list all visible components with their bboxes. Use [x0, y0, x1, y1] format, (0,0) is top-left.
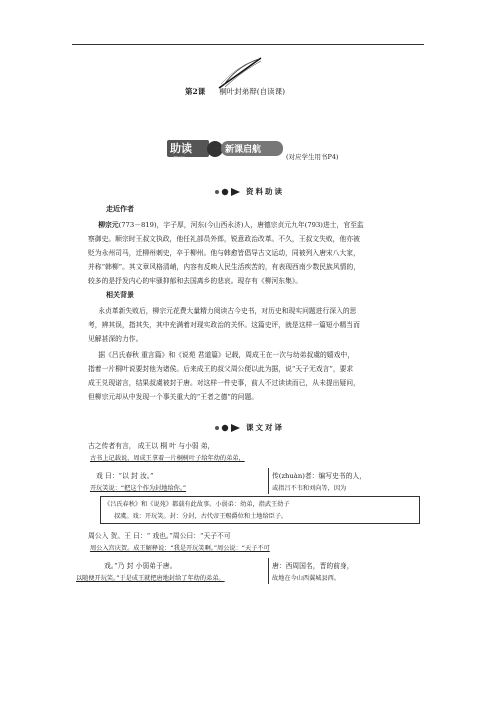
note-tang: 唐：西周国名，晋的前身， — [272, 562, 354, 570]
quill-icon — [215, 56, 265, 90]
author-line: 察御史。顺宗时王叔文执政，他任礼部员外郎，锐意政治改革。不久，王叔文失败，他亦被 — [88, 235, 360, 243]
author-line: 并称“韩柳”。其文章风格清峭，内容有反映人民生活疾苦的，有表现西南少数民族风情的， — [88, 263, 361, 271]
lesson-number: 第2课 — [185, 87, 206, 96]
annotation-line-2: 叔虞。戏：开玩笑。封：分封，古代帝王赐爵位和土地给臣子。 — [114, 513, 288, 520]
background-paragraph-1 — [88, 304, 418, 346]
translation-line-1: 古书上记载说，周成王拿着一片桐树叶子给年幼的弟弟， — [90, 455, 245, 462]
lesson-title: 桐叶封弟辩(自读课) — [219, 87, 286, 96]
author-paragraph — [88, 218, 418, 288]
background-heading: 相关背景 — [106, 290, 134, 299]
background-line: 成王兑现诺言，结果叔虞被封于唐。对这样一件史事，前人不过读读而已，从未提出疑问， — [88, 379, 360, 387]
background-line: 指着一片桐叶说要封他为诸侯。后来成王的叔父周公便以此为据，说“天子无戏言”，要求 — [88, 365, 354, 373]
author-name: 柳宗元 — [98, 221, 119, 229]
author-line: 贬为永州司马，迁柳州刺史，卒于柳州。他与韩愈皆倡导古文运动，同被列入唐宋八大家， — [88, 249, 360, 257]
background-line: 据《吕氏春秋 重言篇》和《说苑 君道篇》记载，周成王在一次与幼弟叔虞的嬉戏中， — [98, 351, 354, 359]
banner-sub: 新课启航 — [225, 145, 262, 155]
top-rule — [72, 44, 424, 45]
background-line: 考，辨其误，指其失，其中充满着对现实政治的关怀。这篇史评，就是这样一篇短小精当而 — [88, 321, 360, 329]
lesson-heading — [185, 86, 285, 97]
section-heading-duiyi: 课文对译 — [246, 423, 284, 432]
original-line-3: 周公入 贺。王 曰：“ 戏也。”周公曰：“天子不可 — [88, 532, 231, 540]
background-line: 见解甚深的力作。 — [88, 335, 143, 343]
zhudu-banner — [165, 138, 285, 159]
section-dots-icon — [214, 424, 242, 432]
translation-line-4: 以随便开玩笑。”于是成王就把唐地封给了年幼的弟弟。 — [76, 575, 225, 582]
note-chuanzhe-cont: 或指吕不韦和刘向等，因为 — [272, 485, 347, 492]
author-line: 较多的是抒发内心的牢骚抑郁和去国离乡的悲哀。现存有《柳河东集》。 — [88, 277, 303, 285]
section-dots-icon — [214, 188, 242, 196]
banner-note: (对应学生用书P4) — [286, 153, 339, 161]
annotation-line-1: 《吕氏春秋》和《说苑》都载有此故事。小弱弟：幼弟，指武王幼子 — [104, 501, 290, 508]
note-divider — [268, 558, 269, 584]
note-tang-cont: 故地在今山西翼城县西。 — [272, 575, 341, 582]
note-chuanzhe: 传(zhuàn)者：编写史书的人， — [272, 472, 367, 480]
background-line: 但柳宗元却从中发现一个事关重大的“王者之德”的问题。 — [88, 393, 259, 401]
banner-pinyin: ZHU DU — [173, 155, 185, 159]
background-line: 永贞革新失败后，柳宗元花费大量精力阅读古今史书，对历史和现实问题进行深入的思 — [98, 307, 357, 315]
author-line: (773－819)，字子厚，河东(今山西永济)人，唐德宗贞元九年(793)进士，官至监 — [118, 221, 364, 229]
author-heading: 走近作者 — [106, 204, 134, 213]
note-divider — [268, 468, 269, 494]
banner-main: 助读 — [170, 142, 192, 155]
original-line-1: 古之传者有言， 成王以 桐 叶 与小弱 弟， — [88, 442, 215, 450]
background-paragraph-2 — [88, 348, 418, 404]
section-heading-ziliao: 资料助读 — [246, 187, 284, 196]
original-line-2: 戏 曰：“以 封 汝。” — [96, 472, 154, 480]
translation-line-3: 周公入宫庆贺。成王解释说：“我是开玩笑啊。”周公说：“天子不可 — [90, 545, 270, 552]
translation-line-2: 开玩笑说：“把这个作为封地给你。” — [90, 485, 187, 492]
original-line-4: 戏。”乃 封 小弱弟于唐。 — [104, 562, 177, 570]
